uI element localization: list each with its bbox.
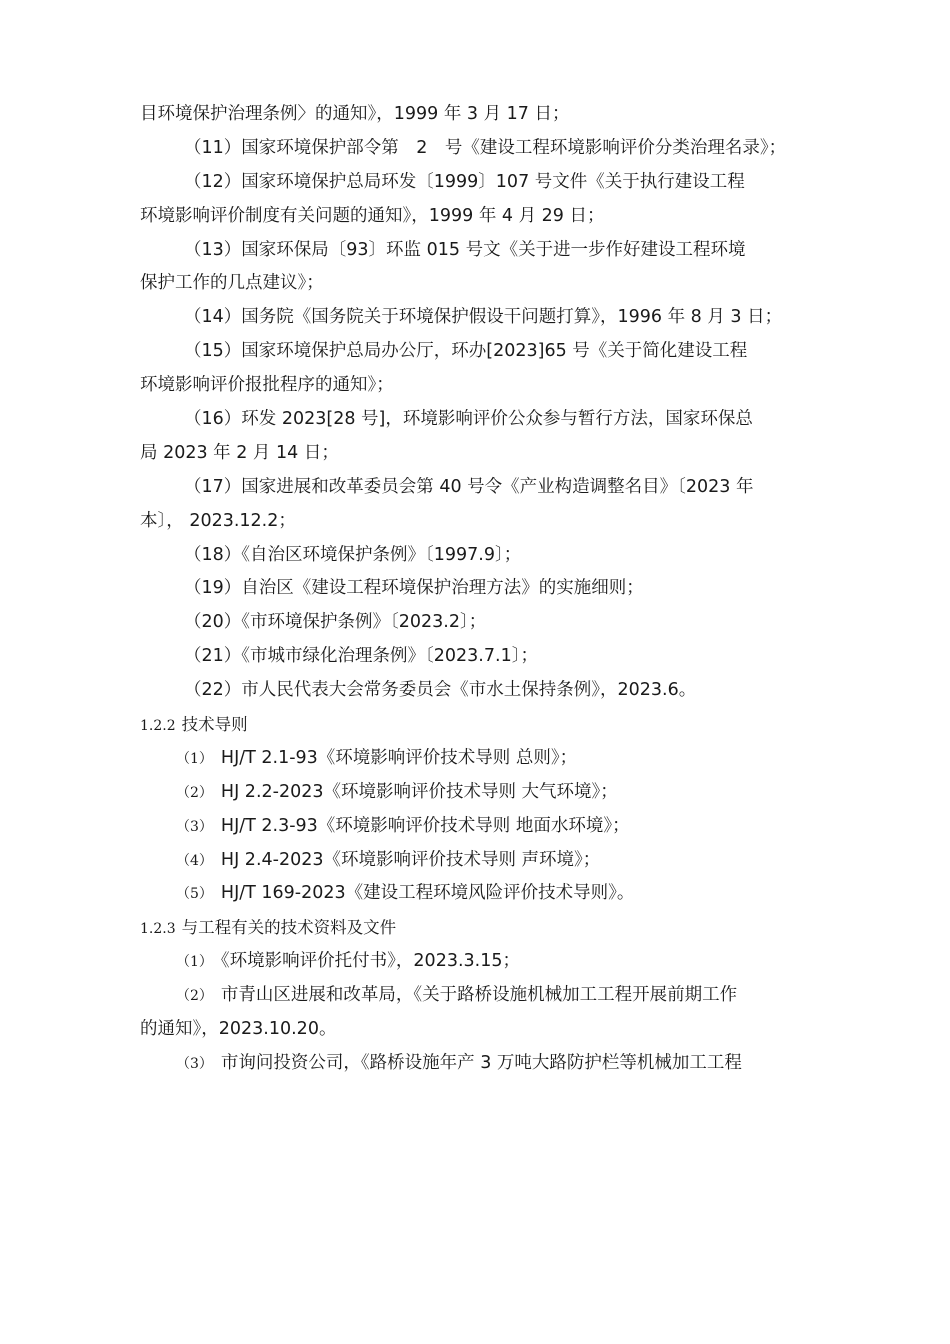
- document-item-2-cont: 的通知》，2023.10.20。: [140, 1019, 337, 1040]
- item-mark: （3）: [176, 1055, 213, 1072]
- list-item-19: （19）自治区《建设工程环境保护治理方法》的实施细则；: [184, 578, 644, 599]
- document-item-1: [140, 945, 830, 979]
- item-mark: （4）: [176, 852, 213, 869]
- item-mark: （3）: [176, 818, 213, 835]
- list-item-11: （11）国家环境保护部令第 2 号《建设工程环境影响评价分类治理名录》；: [184, 137, 787, 158]
- list-item-13-cont: 保护工作的几点建议》；: [140, 273, 324, 294]
- section-title: 与工程有关的技术资料及文件: [181, 918, 397, 938]
- list-item-14: （14）国务院《国务院关于环境保护假设干问题打算》，1996 年 8 月 3 日；: [184, 307, 783, 328]
- list-item-16: （16）环发 2023[28 号]，环境影响评价公众参与暂行方法，国家环保总: [184, 409, 753, 430]
- item-text: HJ/T 169-2023《建设工程环境风险评价技术导则》。: [220, 883, 635, 904]
- list-item-22: （22）市人民代表大会常务委员会《市水土保持条例》，2023.6。: [184, 680, 697, 701]
- guideline-item-2: [140, 776, 830, 810]
- item-text: HJ/T 2.3-93《环境影响评价技术导则 地面水环境》；: [220, 815, 630, 836]
- list-item-13: （13）国家环保局〔93〕环监 015 号文《关于进一步作好建设工程环境: [184, 239, 746, 260]
- list-item-15: （15）国家环境保护总局办公厅，环办[2023]65 号《关于简化建设工程: [184, 341, 748, 362]
- item-mark: （2）: [176, 784, 213, 801]
- section-heading-1-2-3: [140, 911, 830, 945]
- item-text: 市询问投资公司，《路桥设施年产 3 万吨大路防护栏等机械加工工程: [220, 1052, 742, 1073]
- item-mark: （1）: [176, 750, 213, 767]
- section-title: 技术导则: [181, 715, 248, 735]
- section-heading-1-2-2: [140, 708, 830, 742]
- document-item-3: [140, 1047, 830, 1081]
- list-item-15-cont: 环境影响评价报批程序的通知》；: [140, 375, 394, 396]
- guideline-item-1: [140, 742, 830, 776]
- list-item-16-cont: 局 2023 年 2 月 14 日；: [140, 442, 339, 463]
- item-text: HJ 2.2-2023《环境影响评价技术导则 大气环境》；: [220, 781, 618, 802]
- list-item-12-cont: 环境影响评价制度有关问题的通知》，1999 年 4 月 29 日；: [140, 205, 605, 226]
- item-text: 市青山区进展和改革局，《关于路桥设施机械加工工程开展前期工作: [220, 985, 738, 1006]
- list-item-17: （17）国家进展和改革委员会第 40 号令《产业构造调整名目》〔2023 年: [184, 476, 754, 497]
- item-mark: （2）: [176, 988, 213, 1005]
- document-page: [140, 98, 830, 1081]
- section-number: 1.2.2: [140, 718, 176, 735]
- list-item-21: （21）《市城市绿化治理条例》〔2023.7.1〕；: [184, 646, 538, 667]
- section-number: 1.2.3: [140, 921, 176, 938]
- list-item-18: （18）《自治区环境保护条例》〔1997.9〕；: [184, 544, 522, 565]
- list-item-12: （12）国家环境保护总局环发〔1999〕107 号文件《关于执行建设工程: [184, 171, 745, 192]
- item-text: HJ 2.4-2023《环境影响评价技术导则 声环境》；: [220, 849, 601, 870]
- guideline-item-5: [140, 877, 830, 911]
- text-line: 目环境保护治理条例〉的通知》，1999 年 3 月 17 日；: [140, 104, 570, 124]
- document-item-2: [140, 979, 830, 1013]
- list-item-17-cont: 本〕， 2023.12.2；: [140, 510, 296, 531]
- guideline-item-3: [140, 810, 830, 844]
- item-text: HJ/T 2.1-93《环境影响评价技术导则 总则》；: [220, 747, 578, 768]
- guideline-item-4: [140, 844, 830, 878]
- item-mark: （5）: [176, 886, 213, 903]
- item-mark: （1）: [176, 954, 213, 971]
- list-item-20: （20）《市环境保护条例》〔2023.2〕；: [184, 612, 487, 633]
- item-text: 《环境影响评价托付书》，2023.3.15；: [220, 951, 520, 972]
